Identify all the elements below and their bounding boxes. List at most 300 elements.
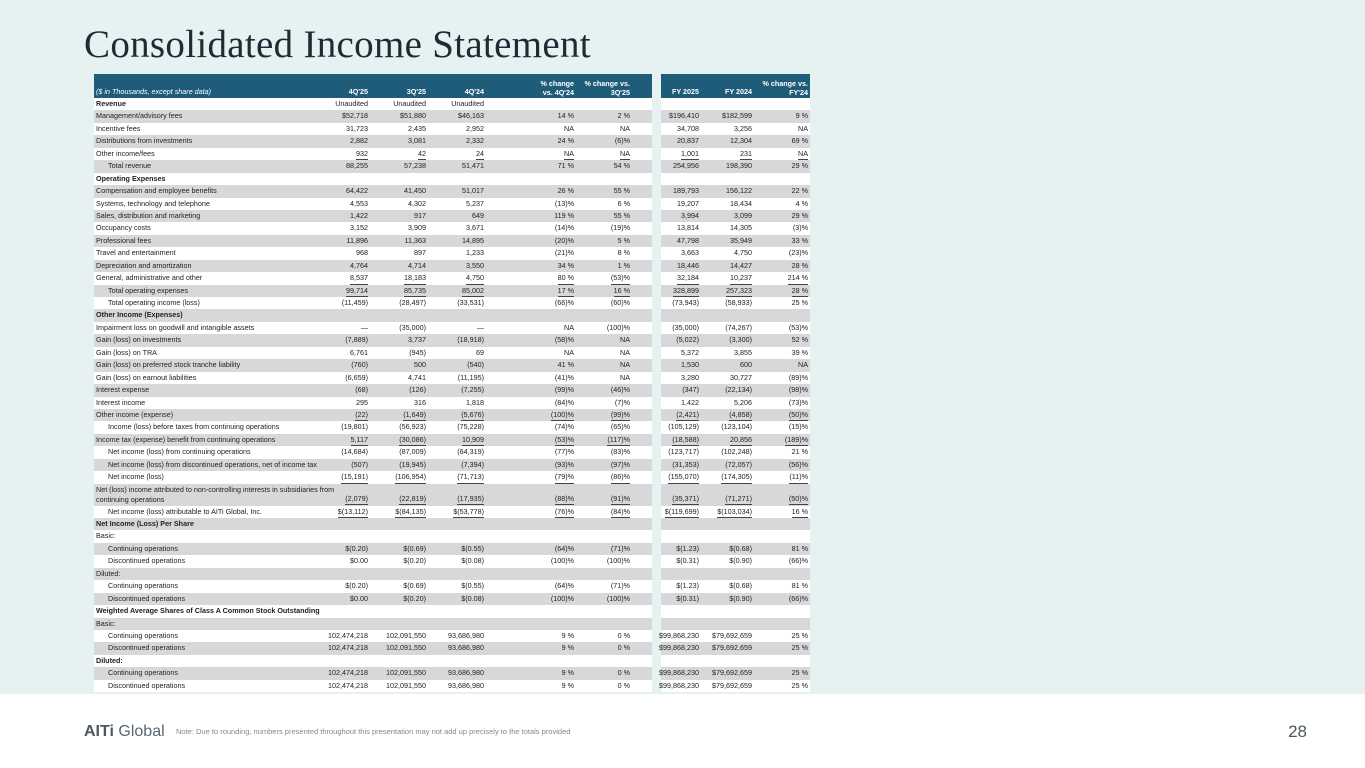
table-cell: 28 % — [792, 285, 808, 298]
table-cell: (30,086) — [399, 434, 426, 447]
table-cell: $196,410 — [669, 111, 699, 121]
table-cell: 4 % — [795, 198, 808, 208]
table-cell: 5,237 — [466, 198, 484, 208]
table-cell: NA — [564, 123, 574, 133]
row-label: Sales, distribution and marketing — [96, 210, 201, 220]
table-cell: (22,134) — [725, 385, 752, 395]
table-cell: NA — [798, 123, 808, 133]
table-cell: (21)% — [554, 248, 574, 258]
page-title: Consolidated Income Statement — [84, 23, 591, 66]
row-label: Gain (loss) on preferred stock tranche liability — [96, 360, 241, 370]
row-label: Incentive fees — [96, 123, 141, 133]
table-cell: 85,735 — [404, 285, 426, 298]
row-label: Discontinued operations — [108, 680, 186, 690]
row-label: Continuing operations — [108, 630, 178, 640]
table-cell: $99,868,230 — [659, 668, 699, 678]
table-cell: 2 % — [617, 111, 630, 121]
table-cell: (100)% — [606, 322, 630, 332]
table-cell: 102,091,550 — [386, 630, 426, 640]
table-cell: 102,091,550 — [386, 643, 426, 653]
table-cell: $(0.08) — [461, 556, 484, 566]
row-label: Interest expense — [96, 385, 150, 395]
table-row — [94, 506, 810, 518]
table-cell: (5,022) — [676, 335, 699, 345]
table-cell: $99,868,230 — [659, 630, 699, 640]
table-cell: $(53,778) — [453, 506, 484, 519]
table-cell: Unaudited — [335, 99, 368, 108]
table-cell: 328,899 — [673, 285, 699, 298]
table-cell: $(0.31) — [676, 556, 699, 566]
table-cell: (64,319) — [457, 447, 484, 457]
col-header: FY 2025 — [671, 86, 699, 96]
table-row — [94, 198, 810, 210]
table-cell: (7,889) — [345, 335, 368, 345]
table-cell: 254,956 — [673, 161, 699, 171]
table-cell: (98)% — [788, 385, 808, 395]
table-cell: 8,537 — [350, 272, 368, 285]
table-cell: (760) — [351, 360, 368, 370]
table-cell: 93,686,980 — [448, 643, 484, 653]
table-cell: $(0.68) — [729, 581, 752, 591]
table-cell: 24 % — [557, 136, 574, 146]
table-cell: (97)% — [610, 459, 630, 469]
table-cell: (64)% — [554, 543, 574, 553]
table-cell: (3,300) — [729, 335, 752, 345]
table-cell: 9 % — [561, 643, 574, 653]
table-row — [94, 484, 810, 506]
income-statement-table — [94, 74, 810, 692]
table-row — [94, 409, 810, 421]
table-cell: 3,152 — [350, 223, 368, 233]
table-cell: 0 % — [617, 643, 630, 653]
row-label: Net income (loss) from discontinued operations, net of income tax — [108, 459, 317, 469]
table-cell: $(1.23) — [676, 581, 699, 591]
table-cell: (46)% — [610, 385, 630, 395]
table-cell: (102,248) — [721, 447, 752, 457]
table-row — [94, 397, 810, 409]
table-row — [94, 384, 810, 396]
table-cell: (126) — [409, 385, 426, 395]
table-cell: 4,750 — [466, 272, 484, 285]
table-cell: (123,717) — [668, 447, 699, 457]
table-row — [94, 160, 810, 172]
row-label: Depreciation and amortization — [96, 260, 192, 270]
table-cell: 29 % — [791, 210, 808, 220]
table-cell: (100)% — [606, 556, 630, 566]
table-cell: (56)% — [788, 459, 808, 469]
table-cell: 1,530 — [681, 360, 699, 370]
table-cell: (507) — [351, 459, 368, 469]
table-cell: (71,271) — [725, 493, 752, 506]
table-cell: 26 % — [557, 186, 574, 196]
table-cell: (100)% — [551, 409, 574, 422]
table-cell: (18,588) — [672, 434, 699, 447]
table-cell: (7,255) — [461, 385, 484, 395]
table-cell: (66)% — [788, 556, 808, 566]
table-cell: (17,935) — [457, 493, 484, 506]
table-header — [94, 74, 810, 98]
row-label: Discontinued operations — [108, 643, 186, 653]
table-cell: (77)% — [554, 447, 574, 457]
row-label: Net income (loss) — [108, 472, 164, 482]
table-cell: 102,474,218 — [328, 680, 368, 690]
table-cell: (2,079) — [345, 493, 368, 506]
table-cell: (117)% — [607, 434, 630, 447]
table-cell: 5,206 — [734, 397, 752, 407]
footnote: Note: Due to rounding, numbers presented throughout this presentation may not add up precisely to the totals provided — [176, 727, 571, 736]
col-header: % change vs. FY'24 — [762, 79, 808, 97]
table-cell: 102,091,550 — [386, 668, 426, 678]
table-cell: 25 % — [791, 630, 808, 640]
table-cell: 214 % — [788, 272, 808, 285]
table-cell: NA — [564, 148, 574, 161]
table-cell: NA — [620, 148, 630, 161]
table-cell: $79,692,659 — [712, 630, 752, 640]
table-cell: (99)% — [554, 385, 574, 395]
table-cell: 3,737 — [408, 335, 426, 345]
table-cell: $(0.68) — [729, 543, 752, 553]
table-cell: (100)% — [606, 593, 630, 603]
table-cell: 16 % — [792, 506, 808, 519]
col-header: % change vs. 3Q'25 — [584, 79, 630, 97]
table-row — [94, 667, 810, 679]
table-cell: 2,332 — [466, 136, 484, 146]
table-cell: 102,091,550 — [386, 680, 426, 690]
table-cell: 25 % — [791, 298, 808, 307]
table-cell: 13,814 — [677, 223, 699, 233]
table-cell: (123,104) — [721, 422, 752, 432]
table-row — [94, 446, 810, 458]
table-cell: 3,550 — [466, 260, 484, 270]
table-cell: (6,659) — [345, 372, 368, 382]
table-cell: 4,714 — [408, 260, 426, 270]
table-cell: 649 — [472, 210, 484, 220]
row-label: Diluted: — [96, 655, 123, 665]
table-row — [94, 135, 810, 147]
row-label: Other Income (Expenses) — [96, 310, 183, 320]
table-cell: (79)% — [555, 471, 574, 484]
col-header: 4Q'24 — [464, 86, 484, 96]
table-body — [94, 98, 810, 692]
table-cell: 64,422 — [346, 186, 368, 196]
table-cell: 19,207 — [677, 198, 699, 208]
table-cell: (22) — [355, 409, 368, 422]
col-header: 4Q'25 — [348, 86, 368, 96]
row-label: Diluted: — [96, 568, 121, 578]
table-cell: NA — [620, 347, 630, 357]
table-cell: $99,868,230 — [659, 643, 699, 653]
table-cell: $79,692,659 — [712, 643, 752, 653]
table-row — [94, 272, 810, 284]
row-label: Interest income — [96, 397, 146, 407]
table-cell: (14,684) — [341, 447, 368, 457]
table-cell: 102,474,218 — [328, 643, 368, 653]
table-cell: 189,793 — [673, 186, 699, 196]
table-cell: (71)% — [610, 581, 630, 591]
table-cell: (56,923) — [399, 422, 426, 432]
table-cell: (86)% — [611, 471, 630, 484]
table-cell: $51,880 — [400, 111, 426, 121]
table-cell: (6)% — [614, 136, 630, 146]
table-cell: 0 % — [617, 680, 630, 690]
table-cell: (76)% — [555, 506, 574, 519]
table-cell: (41)% — [554, 372, 574, 382]
row-label: Continuing operations — [108, 581, 178, 591]
table-cell: 57,238 — [404, 161, 426, 171]
table-cell: 88,255 — [346, 161, 368, 171]
row-label: Income (loss) before taxes from continuing operations — [108, 422, 280, 432]
row-label: Continuing operations — [108, 543, 178, 553]
table-row — [94, 148, 810, 160]
table-cell: 81 % — [791, 581, 808, 591]
table-row — [94, 235, 810, 247]
table-cell: 3,855 — [734, 347, 752, 357]
table-cell: $(119,699) — [665, 506, 699, 519]
table-cell: (13)% — [554, 198, 574, 208]
table-cell: 31,723 — [346, 123, 368, 133]
table-cell: 10,909 — [462, 434, 484, 447]
table-cell: 55 % — [613, 210, 630, 220]
row-label: Gain (loss) on earnout liabilities — [96, 372, 197, 382]
table-cell: NA — [564, 347, 574, 357]
table-cell: $0.00 — [350, 593, 368, 603]
table-cell: 51,017 — [462, 186, 484, 196]
table-row — [94, 630, 810, 642]
row-label: Revenue — [96, 99, 126, 108]
table-cell: (65)% — [610, 422, 630, 432]
table-cell: 1,233 — [466, 248, 484, 258]
table-cell: 33 % — [791, 235, 808, 245]
table-cell: $46,163 — [458, 111, 484, 121]
table-cell: 1,001 — [681, 148, 699, 161]
table-cell: 30,727 — [730, 372, 752, 382]
table-cell: 1 % — [617, 260, 630, 270]
table-cell: 316 — [414, 397, 426, 407]
table-cell: (74,267) — [725, 322, 752, 332]
table-cell: 2,435 — [408, 123, 426, 133]
table-cell: 156,122 — [726, 186, 752, 196]
table-cell: (15,191) — [341, 471, 368, 484]
table-cell: 93,686,980 — [448, 668, 484, 678]
table-cell: 102,474,218 — [328, 630, 368, 640]
table-row — [94, 372, 810, 384]
table-cell: (19,945) — [399, 459, 426, 469]
table-row — [94, 297, 810, 309]
table-cell: (71,713) — [457, 471, 484, 484]
table-cell: 500 — [414, 360, 426, 370]
table-cell: 17 % — [558, 285, 574, 298]
table-cell: (73)% — [788, 397, 808, 407]
table-cell: $(0.90) — [729, 556, 752, 566]
table-cell: 5,372 — [681, 347, 699, 357]
table-cell: 5,117 — [351, 434, 368, 447]
table-cell: 69 — [476, 347, 484, 357]
table-row — [94, 518, 810, 530]
table-cell: (53)% — [611, 272, 630, 285]
table-cell: (18,918) — [457, 335, 484, 345]
table-row — [94, 359, 810, 371]
table-cell: 25 % — [791, 668, 808, 678]
col-header: FY 2024 — [724, 86, 752, 96]
row-label: Other income/fees — [96, 148, 155, 158]
row-label: Compensation and employee benefits — [96, 186, 217, 196]
table-cell: NA — [798, 148, 808, 161]
table-cell: 295 — [356, 397, 368, 407]
table-cell: (72,057) — [725, 459, 752, 469]
table-cell: 3,081 — [408, 136, 426, 146]
table-cell: (100)% — [550, 593, 574, 603]
col-header: 3Q'25 — [406, 86, 426, 96]
table-cell: (89)% — [788, 372, 808, 382]
table-cell: $0.00 — [350, 556, 368, 566]
table-cell: 22 % — [791, 186, 808, 196]
table-cell: (5,676) — [461, 409, 484, 422]
table-cell: (3)% — [792, 223, 808, 233]
table-cell: 32,184 — [677, 272, 699, 285]
table-cell: $(1.23) — [676, 543, 699, 553]
table-cell: 14,427 — [730, 260, 752, 270]
table-cell: 18,446 — [677, 260, 699, 270]
row-label: Operating Expenses — [96, 173, 166, 183]
table-cell: NA — [620, 123, 630, 133]
table-cell: 5 % — [617, 235, 630, 245]
header-gap — [652, 74, 661, 98]
table-cell: (100)% — [550, 556, 574, 566]
table-cell: 600 — [740, 360, 752, 370]
table-cell: (14)% — [554, 223, 574, 233]
table-cell: (88)% — [555, 493, 574, 506]
table-row — [94, 568, 810, 580]
table-cell: 1,818 — [466, 397, 484, 407]
company-logo: AITi Global — [84, 723, 165, 740]
table-cell: 18,434 — [730, 198, 752, 208]
col-header: % change vs. 4Q'24 — [540, 79, 574, 97]
table-row — [94, 471, 810, 483]
table-cell: 968 — [356, 248, 368, 258]
table-cell: 85,002 — [462, 285, 484, 298]
table-cell: NA — [564, 322, 574, 332]
table-cell: (19)% — [610, 223, 630, 233]
table-cell: 2,952 — [466, 123, 484, 133]
table-cell: $(0.55) — [461, 581, 484, 591]
table-cell: 3,099 — [734, 210, 752, 220]
row-label: Systems, technology and telephone — [96, 198, 210, 208]
table-cell: (22,819) — [399, 493, 426, 506]
table-cell: (83)% — [610, 447, 630, 457]
table-row — [94, 247, 810, 259]
table-cell: (19,801) — [341, 422, 368, 432]
table-cell: 42 — [418, 148, 426, 161]
table-cell: 11,363 — [404, 235, 426, 245]
table-cell: (2,421) — [676, 409, 699, 422]
table-cell: 35,949 — [730, 235, 752, 245]
table-row — [94, 618, 810, 630]
table-cell: $(0.20) — [345, 543, 368, 553]
table-row — [94, 434, 810, 446]
table-cell: 34,708 — [677, 123, 699, 133]
table-cell: 20,837 — [677, 136, 699, 146]
table-cell: (84)% — [554, 397, 574, 407]
table-cell: 3,909 — [408, 223, 426, 233]
table-cell: 9 % — [561, 680, 574, 690]
table-cell: (84)% — [611, 506, 630, 519]
table-cell: Unaudited — [451, 99, 484, 108]
row-label: Continuing operations — [108, 668, 178, 678]
table-cell: $(0.69) — [403, 581, 426, 591]
table-cell: $(0.31) — [676, 593, 699, 603]
table-cell: (540) — [467, 360, 484, 370]
row-label: Discontinued operations — [108, 593, 186, 603]
table-row — [94, 530, 810, 542]
row-label: Net Income (Loss) Per Share — [96, 519, 194, 528]
table-cell: $(0.08) — [461, 593, 484, 603]
table-cell: (66)% — [788, 593, 808, 603]
table-cell: 3,994 — [681, 210, 699, 220]
row-label: Total revenue — [108, 161, 152, 171]
table-cell: 39 % — [791, 347, 808, 357]
table-cell: 4,302 — [408, 198, 426, 208]
table-row — [94, 285, 810, 297]
table-cell: (87,009) — [399, 447, 426, 457]
row-label: Total operating expenses — [108, 285, 188, 295]
table-cell: (75,228) — [457, 422, 484, 432]
table-cell: 11,896 — [346, 235, 368, 245]
table-cell: 10,237 — [730, 272, 752, 285]
row-label: General, administrative and other — [96, 273, 203, 283]
table-row — [94, 347, 810, 359]
table-cell: 257,323 — [726, 285, 752, 298]
table-cell: 4,741 — [408, 372, 426, 382]
table-cell: 102,474,218 — [328, 668, 368, 678]
row-label: Travel and entertainment — [96, 248, 176, 258]
table-cell: 51,471 — [462, 161, 484, 171]
table-cell: 18,183 — [404, 272, 426, 285]
table-cell: (58,933) — [725, 298, 752, 307]
row-label: Net (loss) income attributed to non-controlling interests in subsidiaries from continuing operations — [96, 484, 335, 504]
table-cell: 3,256 — [734, 123, 752, 133]
table-cell: $(0.20) — [345, 581, 368, 591]
table-row — [94, 543, 810, 555]
table-cell: (93)% — [554, 459, 574, 469]
table-cell: 55 % — [613, 186, 630, 196]
row-label: Basic: — [96, 531, 116, 541]
table-cell: 932 — [356, 148, 368, 161]
table-cell: (11,459) — [341, 298, 368, 307]
table-cell: (73,943) — [672, 298, 699, 307]
table-cell: (189)% — [785, 434, 808, 447]
table-cell: 34 % — [557, 260, 574, 270]
table-cell: (66)% — [554, 298, 574, 307]
table-row — [94, 605, 810, 617]
row-label: Net income (loss) from continuing operations — [108, 447, 251, 457]
table-cell: (35,371) — [672, 493, 699, 506]
table-cell: NA — [798, 360, 808, 370]
row-label: Income tax (expense) benefit from continuing operations — [96, 434, 276, 444]
table-cell: $(84,135) — [395, 506, 426, 519]
table-cell: 9 % — [561, 668, 574, 678]
table-cell: 3,280 — [681, 372, 699, 382]
table-cell: 54 % — [613, 161, 630, 171]
table-cell: 52 % — [791, 335, 808, 345]
table-cell: — — [360, 322, 368, 332]
table-cell: 14,305 — [730, 223, 752, 233]
table-cell: $(0.20) — [403, 556, 426, 566]
table-cell: 71 % — [557, 161, 574, 171]
table-cell: $(0.69) — [403, 543, 426, 553]
table-cell: (105,129) — [668, 422, 699, 432]
table-cell: 25 % — [791, 680, 808, 690]
table-cell: $(0.20) — [403, 593, 426, 603]
